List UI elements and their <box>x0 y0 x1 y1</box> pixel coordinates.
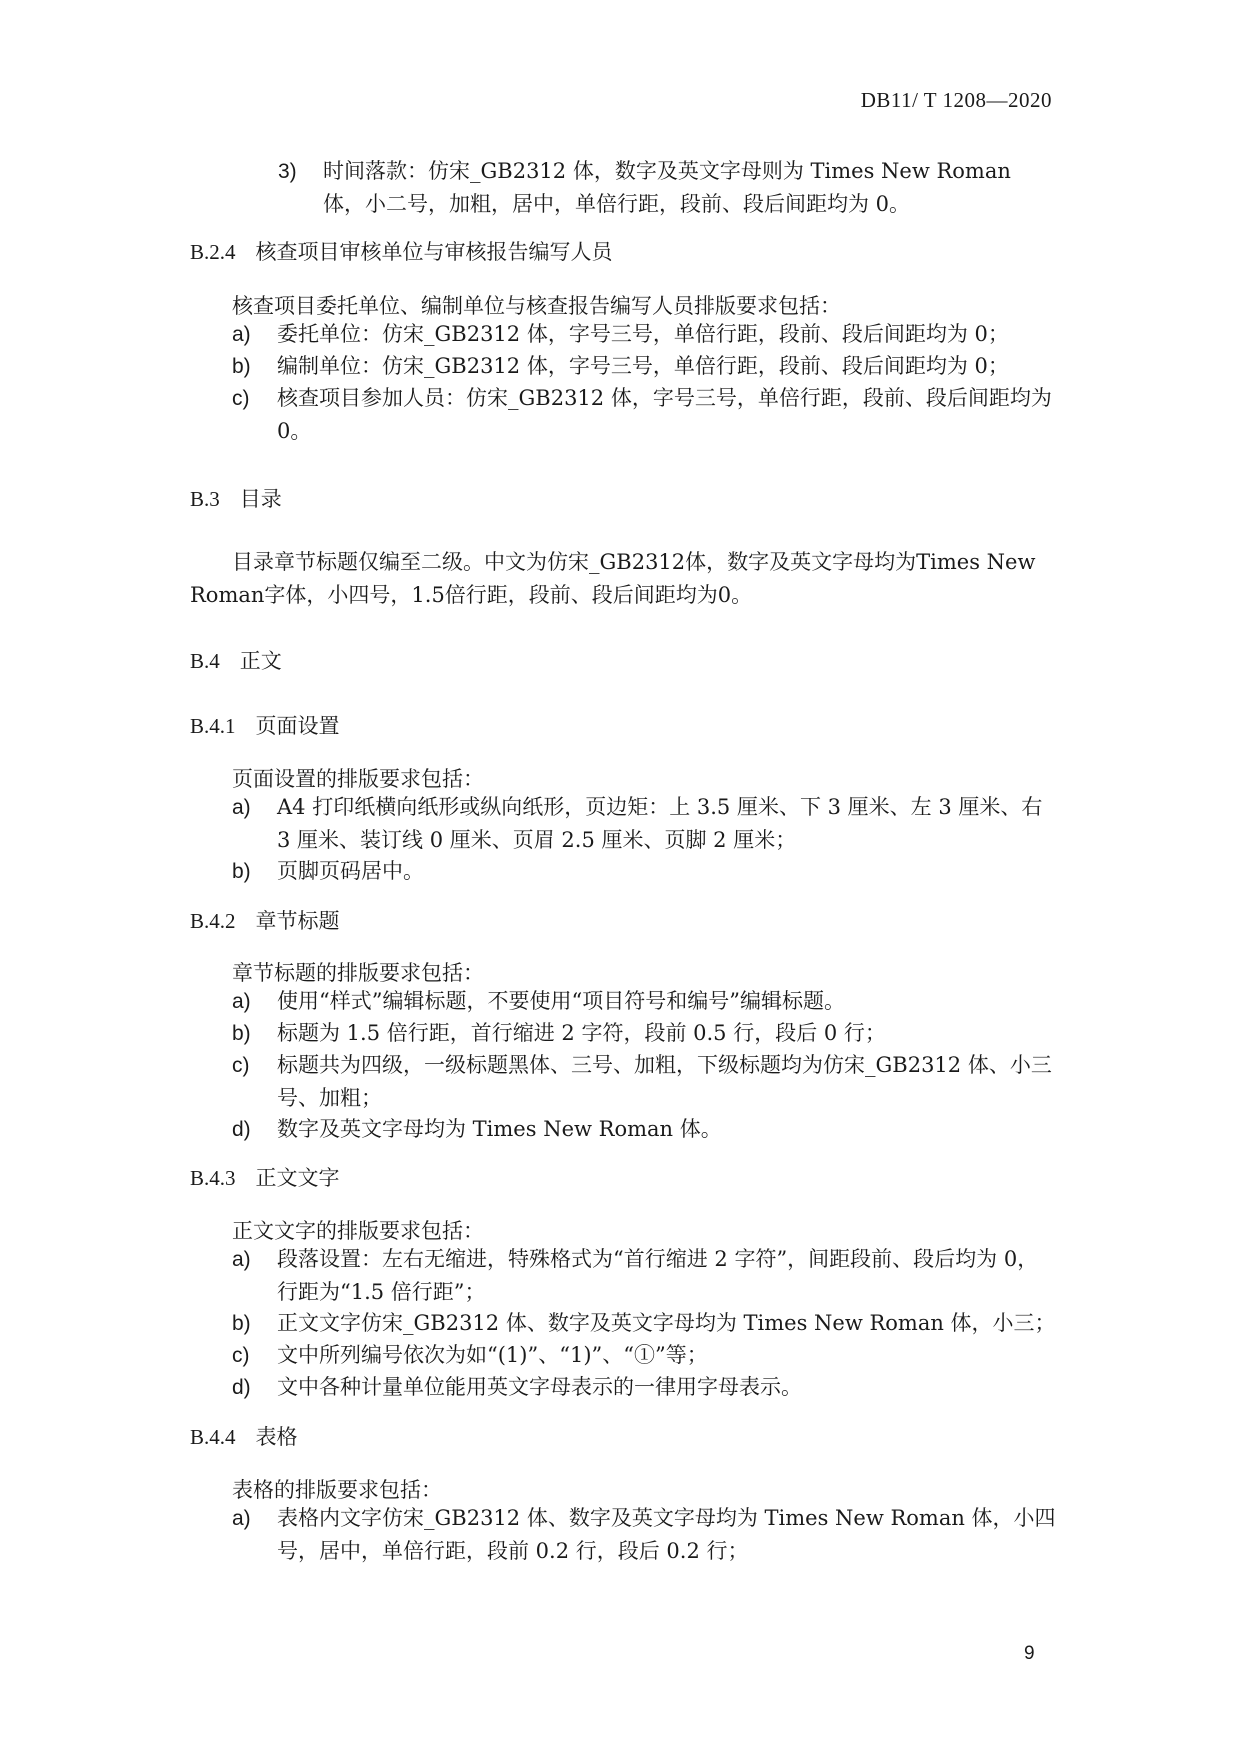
section-title: 目录 <box>239 487 282 511</box>
list-marker: d) <box>232 1118 251 1141</box>
section-number: B.4.2 <box>190 909 236 933</box>
list-item-text: 委托单位：仿宋_GB2312 体，字号三号，单倍行距，段前、段后间距均为 0； <box>277 322 1009 346</box>
section-intro: 页面设置的排版要求包括： <box>232 767 484 791</box>
section-title: 页面设置 <box>255 714 340 738</box>
list-marker: c) <box>232 387 250 410</box>
list-item <box>232 1502 1058 1568</box>
section-heading-b3 <box>190 483 282 513</box>
section-intro: 章节标题的排版要求包括： <box>232 961 484 985</box>
section-number: B.4.3 <box>190 1166 236 1190</box>
list-marker: a) <box>232 1248 251 1271</box>
list-item <box>232 382 1058 448</box>
section-intro: 正文文字的排版要求包括： <box>232 1219 484 1243</box>
list-marker: c) <box>232 1054 250 1077</box>
section-heading-b4 <box>190 645 282 675</box>
list-item-time-signature <box>278 155 1058 221</box>
list-item-text: 使用“样式”编辑标题，不要使用“项目符号和编号”编辑标题。 <box>277 989 845 1013</box>
section-intro: 核查项目委托单位、编制单位与核查报告编写人员排版要求包括： <box>232 294 841 318</box>
section-number: B.4 <box>190 649 220 673</box>
list-item-text: 页脚页码居中。 <box>277 859 424 883</box>
section-title: 表格 <box>255 1425 298 1449</box>
list-item <box>232 1017 1058 1050</box>
list-item-text: A4 打印纸横向纸形或纵向纸形，页边矩：上 3.5 厘米、下 3 厘米、左 3 厘米、右 3 厘米、装订线 0 厘米、页眉 2.5 厘米、页脚 2 厘米； <box>277 795 1043 852</box>
toc-paragraph: 目录章节标题仅编至二级。中文为仿宋_GB2312体，数字及英文字母均为Times New Roman字体，小四号，1.5倍行距，段前、段后间距均为0。 <box>190 550 1036 607</box>
list-item <box>232 1307 1058 1340</box>
list-item-text: 标题共为四级，一级标题黑体、三号、加粗，下级标题均为仿宋_GB2312 体、小三号、加粗； <box>277 1053 1052 1110</box>
document-code: DB11/ T 1208—2020 <box>860 88 1052 112</box>
list-marker: a) <box>232 323 251 346</box>
section-number: B.2.4 <box>190 240 236 264</box>
section-number: B.4.1 <box>190 714 236 738</box>
list-marker: b) <box>232 355 251 378</box>
list-item-text: 正文文字仿宋_GB2312 体、数字及英文字母均为 Times New Roman 体，小三； <box>277 1311 1056 1335</box>
list-item <box>232 985 1058 1018</box>
section-title: 正文 <box>239 649 282 673</box>
list-item-text: 编制单位：仿宋_GB2312 体，字号三号，单倍行距，段前、段后间距均为 0； <box>277 354 1009 378</box>
section-heading-b42 <box>190 905 340 935</box>
list-item-text: 数字及英文字母均为 Times New Roman 体。 <box>277 1117 722 1141</box>
section-number: B.3 <box>190 487 220 511</box>
list-item <box>232 791 1058 857</box>
list-item-text: 时间落款：仿宋_GB2312 体，数字及英文字母则为 Times New Roman 体，小二号，加粗，居中，单倍行距，段前、段后间距均为 0。 <box>323 159 1011 216</box>
list-item <box>232 1113 1058 1146</box>
section-heading-b24 <box>190 236 613 266</box>
list-item <box>232 1339 1058 1372</box>
section-intro: 表格的排版要求包括： <box>232 1478 442 1502</box>
list-marker: a) <box>232 796 251 819</box>
list-item <box>232 855 1058 888</box>
section-heading-b43 <box>190 1162 340 1192</box>
list-item-text: 文中各种计量单位能用英文字母表示的一律用字母表示。 <box>277 1375 802 1399</box>
list-marker: b) <box>232 1312 251 1335</box>
list-marker: a) <box>232 1507 251 1530</box>
section-heading-b41 <box>190 710 340 740</box>
list-marker: a) <box>232 990 251 1013</box>
section-title: 正文文字 <box>255 1166 340 1190</box>
list-marker: b) <box>232 860 251 883</box>
section-heading-b44 <box>190 1421 298 1451</box>
list-item <box>232 1049 1058 1115</box>
list-marker: d) <box>232 1376 251 1399</box>
list-marker: 3) <box>278 160 297 183</box>
section-title: 核查项目审核单位与审核报告编写人员 <box>255 240 613 264</box>
section-number: B.4.4 <box>190 1425 236 1449</box>
list-item-text: 表格内文字仿宋_GB2312 体、数字及英文字母均为 Times New Roman 体，小四号，居中，单倍行距，段前 0.2 行，段后 0.2 行； <box>277 1506 1056 1563</box>
list-item-text: 核查项目参加人员：仿宋_GB2312 体，字号三号，单倍行距，段前、段后间距均为 0。 <box>277 386 1052 443</box>
section-title: 章节标题 <box>255 909 340 933</box>
list-item-text: 段落设置：左右无缩进，特殊格式为“首行缩进 2 字符”，间距段前、段后均为 0，行距为“1.5 倍行距”； <box>277 1247 1039 1304</box>
list-item <box>232 350 1058 383</box>
page-number: 9 <box>1024 1643 1035 1664</box>
list-item-text: 文中所列编号依次为如“(1)”、“1)”、“①”等； <box>277 1343 708 1367</box>
list-item <box>232 1371 1058 1404</box>
list-marker: c) <box>232 1344 250 1367</box>
list-item <box>232 1243 1058 1309</box>
list-item <box>232 318 1058 351</box>
list-item-text: 标题为 1.5 倍行距，首行缩进 2 字符，段前 0.5 行，段后 0 行； <box>277 1021 886 1045</box>
list-marker: b) <box>232 1022 251 1045</box>
